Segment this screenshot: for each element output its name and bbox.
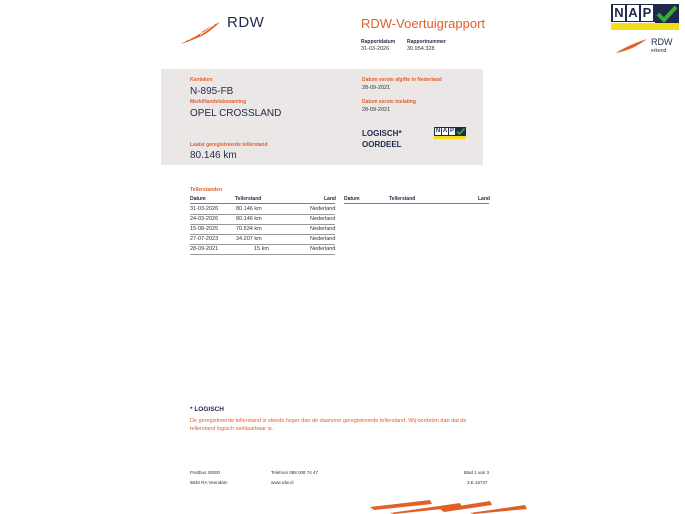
plate-value: N-895-FB [190, 86, 234, 97]
col-header-date-2: Datum [344, 196, 360, 202]
table-row-5-country: Nederland [310, 246, 336, 252]
odometer-label: Laatst geregistreerde tellerstand [190, 142, 268, 148]
footer-address-2: 9640 RA Veendam [190, 480, 228, 485]
table-header-rule-2 [344, 203, 489, 204]
first-admission-label: Datum eerste toelating [362, 99, 416, 105]
table-row-1-reading: 80.146 km [236, 206, 262, 212]
nap-small-checkmark-icon [455, 127, 466, 136]
make-value: OPEL CROSSLAND [190, 108, 282, 119]
nap-letter-a: A [628, 5, 638, 20]
col-header-reading-2: Tellerstand [389, 196, 416, 202]
first-nl-label: Datum eerste afgifte in Nederland [362, 77, 442, 83]
table-row-1-date: 31-03-2026 [190, 206, 219, 212]
nap-logo [611, 4, 679, 30]
footer-phone: Telefoon 088 008 74 47 [271, 470, 319, 475]
odometer-table-title: Tellerstanden [190, 187, 223, 193]
nap-small-logo [434, 127, 466, 139]
table-row-4-date: 27-07-2023 [190, 236, 219, 242]
footer-stripes-decoration [370, 497, 530, 514]
nap-letter-n: N [614, 5, 624, 20]
verdict-line1: LOGISCH* [362, 129, 402, 138]
rdw-logo-icon [178, 20, 222, 46]
table-row-rule [190, 234, 335, 235]
plate-label: Kenteken [190, 77, 213, 83]
nap-letter-p: P [642, 5, 652, 20]
table-row-2-country: Nederland [310, 216, 336, 222]
table-row-3-date: 15-08-2025 [190, 226, 219, 232]
table-row-rule [190, 254, 335, 255]
nap-small-letter-p: P [449, 128, 454, 134]
table-header-rule [190, 203, 335, 204]
col-header-date: Datum [190, 196, 206, 202]
table-row-2-date: 24-03-2026 [190, 216, 219, 222]
table-row-2-reading: 80.146 km [236, 216, 262, 222]
report-date: 31-03-2026 [361, 46, 390, 52]
verdict-line2: OORDEEL [362, 140, 402, 149]
footnote-text: De geregistreerde tellerstand is steeds hoger dan de daarvoor geregistreerde tellerstand. Wij oordelen dan dat de tellerstand logisch verklaarbaar is. [190, 418, 467, 432]
table-row-rule [190, 224, 335, 225]
footer-web: www.rdw.nl [271, 480, 294, 485]
checkmark-icon [655, 4, 679, 24]
report-date-label: Rapportdatum [361, 39, 396, 45]
table-row-4-country: Nederland [310, 236, 336, 242]
footnote-title: * LOGISCH [190, 406, 224, 413]
table-row-4-reading: 34.207 km [236, 236, 262, 242]
footer-address-1: Postbus 30000 [190, 470, 221, 475]
report-number-label: Rapportnummer [407, 39, 446, 45]
rdw-erkend-logo-icon [614, 38, 648, 54]
report-title: RDW-Voertuigrapport [361, 16, 486, 31]
table-row-1-country: Nederland [310, 206, 336, 212]
first-nl-value: 28-09-2021 [362, 85, 391, 91]
nap-small-letter-a: A [442, 128, 448, 134]
table-row-5-reading: 15 km [254, 246, 269, 252]
nap-small-letter-n: N [435, 128, 441, 134]
footer-code: 3.E.16737 [467, 480, 488, 485]
report-number: 30.954.328 [407, 46, 435, 52]
table-row-3-reading: 70.534 km [236, 226, 262, 232]
table-row-5-date: 28-09-2021 [190, 246, 219, 252]
col-header-country-2: Land [478, 196, 490, 202]
odometer-value: 80.146 km [190, 150, 237, 161]
footer-page: Blad 1 van 3 [464, 470, 490, 475]
first-admission-value: 28-09-2021 [362, 107, 391, 113]
make-label: Merk/Handelsbenaming [190, 99, 247, 105]
rdw-logo-text: RDW [227, 14, 265, 31]
table-row-3-country: Nederland [310, 226, 336, 232]
rdw-erkend-title: RDW [651, 37, 673, 47]
rdw-erkend-subtitle: erkend [651, 48, 667, 54]
table-row-rule [190, 214, 335, 215]
col-header-reading: Tellerstand [235, 196, 262, 202]
col-header-country: Land [324, 196, 336, 202]
table-row-rule [190, 244, 335, 245]
